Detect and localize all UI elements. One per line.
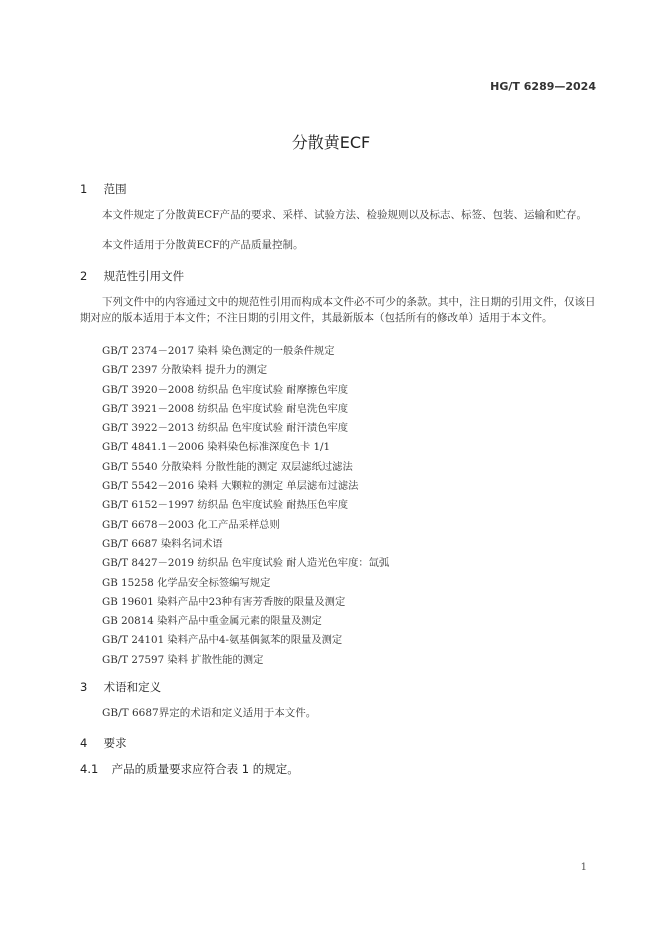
- page-number: 1: [580, 862, 587, 873]
- document-title: 分散黄ECF: [291, 133, 371, 152]
- section-number: 4: [80, 736, 88, 750]
- subsection-4-1: [80, 761, 299, 777]
- subsection-number: 4.1: [80, 762, 99, 776]
- reference-item: GB/T 6687 染料名词术语: [102, 537, 223, 550]
- section-title: 要求: [103, 736, 127, 750]
- section-title: 术语和定义: [103, 680, 162, 694]
- subsection-text: 产品的质量要求应符合表 1 的规定。: [111, 762, 299, 776]
- section-3-heading: [80, 679, 161, 695]
- section-number: 3: [80, 680, 88, 694]
- section-number: 1: [80, 182, 88, 196]
- reference-item: GB/T 2397 分散染料 提升力的测定: [102, 364, 268, 377]
- reference-item: GB/T 27597 染料 扩散性能的测定: [102, 653, 264, 666]
- section-1-paragraph-1: 本文件规定了分散黄ECF产品的要求、采样、试验方法、检验规则以及标志、标签、包装、运输和贮存。: [102, 209, 587, 221]
- reference-item: GB 19601 染料产品中23种有害芳香胺的限量及测定: [102, 595, 346, 608]
- section-1-paragraph-2: 本文件适用于分散黄ECF的产品质量控制。: [102, 239, 304, 251]
- reference-item: GB/T 2374－2017 染料 染色测定的一般条件规定: [102, 345, 335, 357]
- section-title: 范围: [103, 182, 127, 196]
- section-4-heading: [80, 735, 127, 751]
- reference-item: GB/T 3920－2008 纺织品 色牢度试验 耐摩擦色牢度: [102, 383, 349, 396]
- normative-references-list: [102, 342, 389, 670]
- reference-item: GB/T 5542－2016 染料 大颗粒的测定 单层滤布过滤法: [102, 480, 359, 493]
- reference-item: GB/T 5540 分散染料 分散性能的测定 双层滤纸过滤法: [102, 460, 353, 473]
- reference-item: GB/T 3922－2013 纺织品 色牢度试验 耐汗渍色牢度: [102, 422, 349, 435]
- section-1-heading: [80, 181, 127, 197]
- reference-item: GB/T 24101 染料产品中4-氨基偶氮苯的限量及测定: [102, 634, 343, 647]
- reference-item: GB/T 6152－1997 纺织品 色牢度试验 耐热压色牢度: [102, 499, 349, 512]
- reference-item: GB/T 8427－2019 纺织品 色牢度试验 耐人造光色牢度：氙弧: [102, 557, 390, 570]
- section-number: 2: [80, 269, 88, 283]
- reference-item: GB/T 3921－2008 纺织品 色牢度试验 耐皂洗色牢度: [102, 402, 349, 415]
- section-title: 规范性引用文件: [103, 269, 185, 283]
- reference-item: GB 15258 化学品安全标签编写规定: [102, 576, 271, 589]
- standard-code: HG/T 6289—2024: [490, 80, 596, 93]
- reference-item: GB/T 6678－2003 化工产品采样总则: [102, 518, 280, 531]
- reference-item: GB/T 4841.1－2006 染料染色标准深度色卡 1/1: [102, 441, 331, 454]
- section-2-paragraph-1: 下列文件中的内容通过文中的规范性引用而构成本文件必不可少的条款。其中，注日期的引用文件，仅该日期对应的版本适用于本文件；不注日期的引用文件，其最新版本（包括所有的修改单）适用于本文件。: [80, 296, 596, 324]
- reference-item: GB 20814 染料产品中重金属元素的限量及测定: [102, 615, 322, 628]
- section-2-heading: [80, 268, 184, 284]
- section-3-paragraph-1: GB/T 6687界定的术语和定义适用于本文件。: [102, 707, 317, 719]
